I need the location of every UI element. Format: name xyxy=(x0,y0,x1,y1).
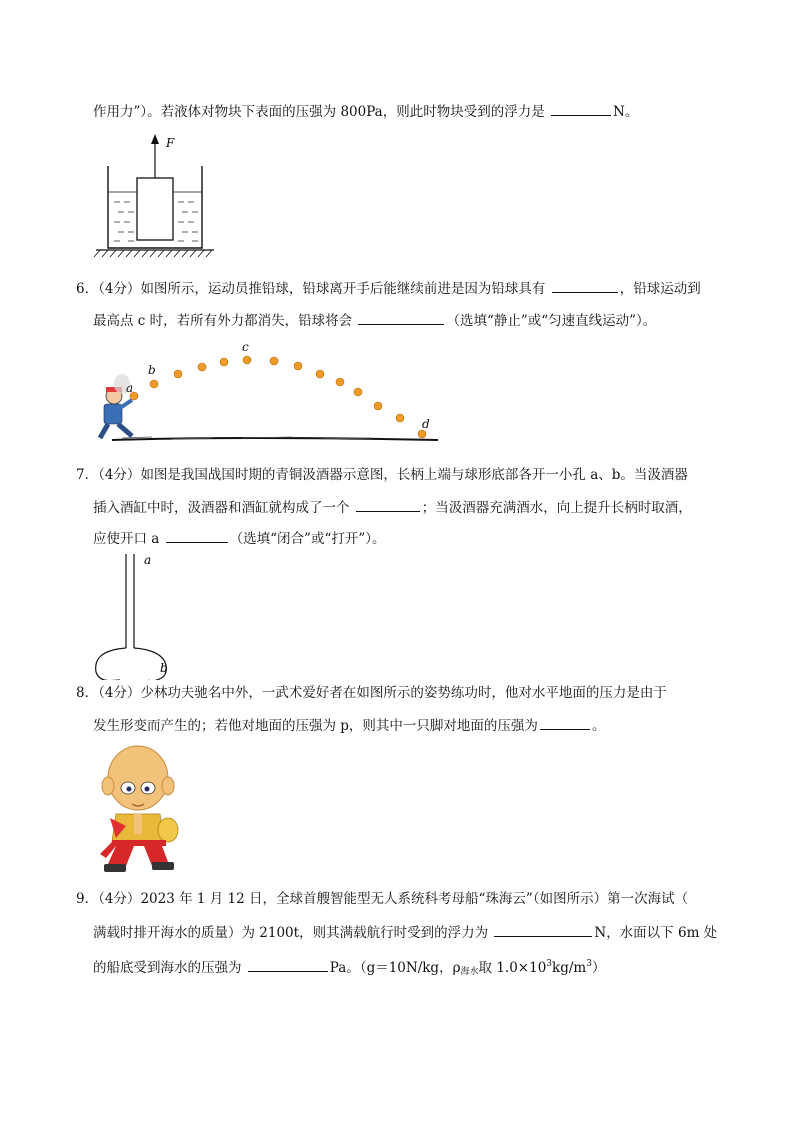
label-c: c xyxy=(242,340,249,354)
label-d: d xyxy=(422,417,430,431)
shot-ball xyxy=(270,357,278,365)
label-a: a xyxy=(126,381,134,395)
q9-line3: 的船底受到海水的压强为 Pa。（g＝10N/kg，$\rho_{海水}$取 $1.0\times 10^3kg/m^3$） xyxy=(93,959,606,977)
shot-ball xyxy=(198,363,206,371)
q7-blank-2[interactable] xyxy=(166,528,228,543)
shot-ball-c xyxy=(243,356,251,364)
q7-blank-1[interactable] xyxy=(356,497,420,512)
label-a: a xyxy=(144,553,152,567)
shot-ball xyxy=(220,358,228,366)
shot-ball xyxy=(336,378,344,386)
q9-line1: 9．（4分）2023 年 1 月 12 日，全球首艘智能型无人系统科考母船“珠海云”（如图所示）第一次海试（ xyxy=(76,891,689,907)
q5-beaker-figure xyxy=(90,130,220,260)
q9-line2: 满载时排开海水的质量）为 2100t，则其满载航行时受到的浮力为 N，水面以下 6m 处 xyxy=(93,922,717,943)
q8-line1: 8．（4分）少林功夫驰名中外，一武术爱好者在如图所示的姿势练功时，他对水平地面的压力是由于 xyxy=(76,685,667,701)
q5-label-F: F xyxy=(166,136,175,150)
q6-line2: 最高点 c 时，若所有外力都消失，铅球将会 （选填“静止”或“匀速直线运动”）。 xyxy=(93,310,656,331)
q5-answer-blank[interactable] xyxy=(551,101,611,116)
q6-line1: 6．（4分）如图所示，运动员推铅球，铅球离开手后能继续前进是因为铅球具有 ，铅球运动到 xyxy=(76,278,701,299)
shot-ball-b xyxy=(150,380,158,388)
q9-blank-1[interactable] xyxy=(494,922,592,937)
q7-line2: 插入酒缸中时，汲酒器和酒缸就构成了一个 ；当汲酒器充满酒水，向上提升长柄时取酒， xyxy=(93,497,692,518)
label-b: b xyxy=(148,363,156,377)
q7-line3: 应使开口 a （选填“闭合”或“打开”）。 xyxy=(93,528,386,549)
q6-blank-2[interactable] xyxy=(358,310,444,325)
q6-shotput-figure xyxy=(92,340,442,450)
shot-ball xyxy=(294,362,302,370)
q8-blank-1[interactable] xyxy=(540,715,590,730)
label-b: b xyxy=(160,661,168,675)
shot-ball xyxy=(174,370,182,378)
shot-ball xyxy=(354,388,362,396)
shot-ball-d xyxy=(418,430,426,438)
q8-monk-figure xyxy=(96,742,186,877)
shot-ball xyxy=(316,370,324,378)
q7-line1: 7．（4分）如图是我国战国时期的青铜汲酒器示意图，长柄上端与球形底部各开一小孔 a、b。当汲酒器 xyxy=(76,467,688,483)
q8-line2: 发生形变而产生的；若他对地面的压强为 p，则其中一只脚对地面的压强为 。 xyxy=(93,715,605,736)
shot-ball xyxy=(396,414,404,422)
q6-blank-1[interactable] xyxy=(552,278,618,293)
q9-blank-2[interactable] xyxy=(248,957,328,972)
q5-line1: 作用力”）。若液体对物块下表面的压强为 800Pa，则此时物块受到的浮力是 N。 xyxy=(93,101,638,122)
shot-ball xyxy=(374,402,382,410)
q7-wine-dipper-figure xyxy=(90,550,180,680)
